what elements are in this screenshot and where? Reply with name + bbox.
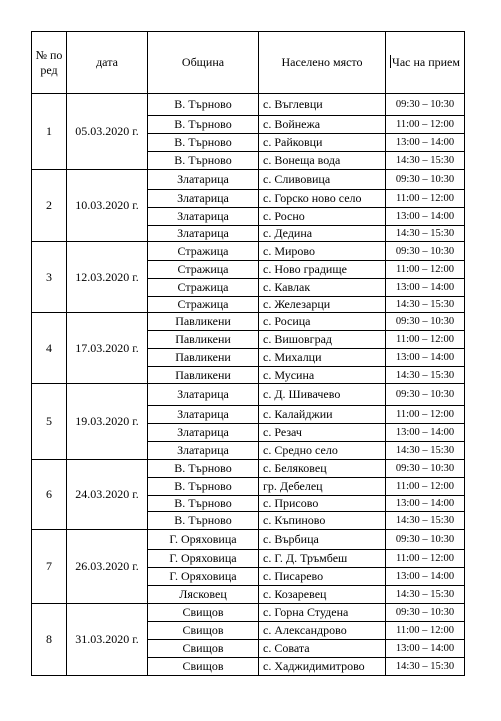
table-row [32, 530, 465, 550]
municipality-cell: Златарица [148, 406, 259, 424]
header-municipality: Община [148, 32, 259, 94]
place-cell: с. Средно село [259, 442, 386, 460]
place-cell: с. Мирово [259, 242, 386, 261]
municipality-cell: В. Търново [148, 116, 259, 134]
table-row [32, 170, 465, 190]
time-cell: 13:00 – 14:00 [386, 640, 465, 658]
municipality-cell: Павликени [148, 331, 259, 349]
place-cell: с. Вонеща вода [259, 152, 386, 170]
municipality-cell: В. Търново [148, 152, 259, 170]
table-row [32, 242, 465, 261]
time-cell: 14:30 – 15:30 [386, 442, 465, 460]
time-cell: 11:00 – 12:00 [386, 406, 465, 424]
municipality-cell: Павликени [148, 349, 259, 367]
time-cell: 11:00 – 12:00 [386, 261, 465, 279]
row-number: 1 [32, 94, 67, 170]
time-cell: 11:00 – 12:00 [386, 331, 465, 349]
place-cell: с. Сливовица [259, 170, 386, 190]
municipality-cell: В. Търново [148, 478, 259, 496]
date-cell: 19.03.2020 г. [67, 384, 148, 460]
place-cell: с. Михалци [259, 349, 386, 367]
municipality-cell: Павликени [148, 367, 259, 384]
place-cell: с. Дедина [259, 226, 386, 242]
time-cell: 11:00 – 12:00 [386, 622, 465, 640]
place-cell: с. Росица [259, 313, 386, 331]
header-date: дата [67, 32, 148, 94]
municipality-cell: Свищов [148, 640, 259, 658]
place-cell: с. Присово [259, 496, 386, 512]
municipality-cell: Стражица [148, 297, 259, 313]
schedule-table [31, 31, 465, 676]
place-cell: с. Д. Шивачево [259, 384, 386, 406]
row-number: 5 [32, 384, 67, 460]
place-cell: с. Вишовград [259, 331, 386, 349]
time-cell: 14:30 – 15:30 [386, 586, 465, 604]
time-cell: 09:30 – 10:30 [386, 94, 465, 116]
time-cell: 11:00 – 12:00 [386, 190, 465, 208]
row-number: 4 [32, 313, 67, 384]
header-place: Населено място [259, 32, 386, 94]
place-cell: с. Г. Д. Тръмбеш [259, 550, 386, 568]
time-cell: 14:30 – 15:30 [386, 226, 465, 242]
place-cell: с. Железарци [259, 297, 386, 313]
place-cell: с. Въглевци [259, 94, 386, 116]
time-cell: 11:00 – 12:00 [386, 550, 465, 568]
place-cell: с. Мусина [259, 367, 386, 384]
place-cell: с. Калайджии [259, 406, 386, 424]
table-row [32, 460, 465, 478]
municipality-cell: Златарица [148, 208, 259, 226]
place-cell: с. Войнежа [259, 116, 386, 134]
date-cell: 24.03.2020 г. [67, 460, 148, 530]
municipality-cell: Свищов [148, 622, 259, 640]
time-cell: 14:30 – 15:30 [386, 658, 465, 676]
municipality-cell: Павликени [148, 313, 259, 331]
time-cell: 09:30 – 10:30 [386, 313, 465, 331]
place-cell: с. Козаревец [259, 586, 386, 604]
municipality-cell: В. Търново [148, 94, 259, 116]
municipality-cell: Г. Оряховица [148, 530, 259, 550]
municipality-cell: Стражица [148, 242, 259, 261]
place-cell: с. Къпиново [259, 512, 386, 530]
place-cell: с. Кавлак [259, 279, 386, 297]
municipality-cell: В. Търново [148, 460, 259, 478]
time-cell: 09:30 – 10:30 [386, 384, 465, 406]
time-cell: 09:30 – 10:30 [386, 242, 465, 261]
time-cell: 14:30 – 15:30 [386, 512, 465, 530]
municipality-cell: Златарица [148, 170, 259, 190]
municipality-cell: Свищов [148, 604, 259, 622]
place-cell: с. Писарево [259, 568, 386, 586]
time-cell: 11:00 – 12:00 [386, 116, 465, 134]
time-cell: 13:00 – 14:00 [386, 134, 465, 152]
time-cell: 13:00 – 14:00 [386, 279, 465, 297]
date-cell: 12.03.2020 г. [67, 242, 148, 313]
municipality-cell: В. Търново [148, 134, 259, 152]
time-cell: 13:00 – 14:00 [386, 424, 465, 442]
date-cell: 26.03.2020 г. [67, 530, 148, 604]
municipality-cell: В. Търново [148, 512, 259, 530]
time-cell: 11:00 – 12:00 [386, 478, 465, 496]
time-cell: 14:30 – 15:30 [386, 152, 465, 170]
date-cell: 05.03.2020 г. [67, 94, 148, 170]
time-cell: 09:30 – 10:30 [386, 604, 465, 622]
place-cell: с. Горна Студена [259, 604, 386, 622]
municipality-cell: Златарица [148, 424, 259, 442]
place-cell: с. Горско ново село [259, 190, 386, 208]
header-row [32, 32, 465, 94]
schedule-body [32, 94, 465, 676]
municipality-cell: Г. Оряховица [148, 550, 259, 568]
place-cell: с. Резач [259, 424, 386, 442]
text-cursor-icon [390, 55, 391, 68]
municipality-cell: Г. Оряховица [148, 568, 259, 586]
time-cell: 09:30 – 10:30 [386, 530, 465, 550]
place-cell: с. Върбица [259, 530, 386, 550]
time-cell: 09:30 – 10:30 [386, 460, 465, 478]
header-no: № по ред [32, 32, 67, 94]
municipality-cell: Златарица [148, 384, 259, 406]
table-row [32, 384, 465, 406]
time-cell: 13:00 – 14:00 [386, 496, 465, 512]
place-cell: гр. Дебелец [259, 478, 386, 496]
row-number: 8 [32, 604, 67, 676]
municipality-cell: Златарица [148, 226, 259, 242]
header-time [386, 32, 465, 94]
time-cell: 13:00 – 14:00 [386, 208, 465, 226]
row-number: 6 [32, 460, 67, 530]
place-cell: с. Беляковец [259, 460, 386, 478]
place-cell: с. Ново градище [259, 261, 386, 279]
municipality-cell: Златарица [148, 442, 259, 460]
place-cell: с. Совата [259, 640, 386, 658]
date-cell: 10.03.2020 г. [67, 170, 148, 242]
table-row [32, 94, 465, 116]
municipality-cell: Златарица [148, 190, 259, 208]
place-cell: с. Александрово [259, 622, 386, 640]
time-cell: 13:00 – 14:00 [386, 349, 465, 367]
time-cell: 14:30 – 15:30 [386, 297, 465, 313]
time-cell: 09:30 – 10:30 [386, 170, 465, 190]
municipality-cell: Лясковец [148, 586, 259, 604]
municipality-cell: Свищов [148, 658, 259, 676]
municipality-cell: Стражица [148, 279, 259, 297]
header-time-label: Час на прием [392, 55, 460, 69]
place-cell: с. Росно [259, 208, 386, 226]
time-cell: 13:00 – 14:00 [386, 568, 465, 586]
date-cell: 17.03.2020 г. [67, 313, 148, 384]
table-row [32, 604, 465, 622]
municipality-cell: Стражица [148, 261, 259, 279]
place-cell: с. Райковци [259, 134, 386, 152]
date-cell: 31.03.2020 г. [67, 604, 148, 676]
table-row [32, 313, 465, 331]
municipality-cell: В. Търново [148, 496, 259, 512]
row-number: 3 [32, 242, 67, 313]
row-number: 7 [32, 530, 67, 604]
place-cell: с. Хаджидимитрово [259, 658, 386, 676]
row-number: 2 [32, 170, 67, 242]
time-cell: 14:30 – 15:30 [386, 367, 465, 384]
